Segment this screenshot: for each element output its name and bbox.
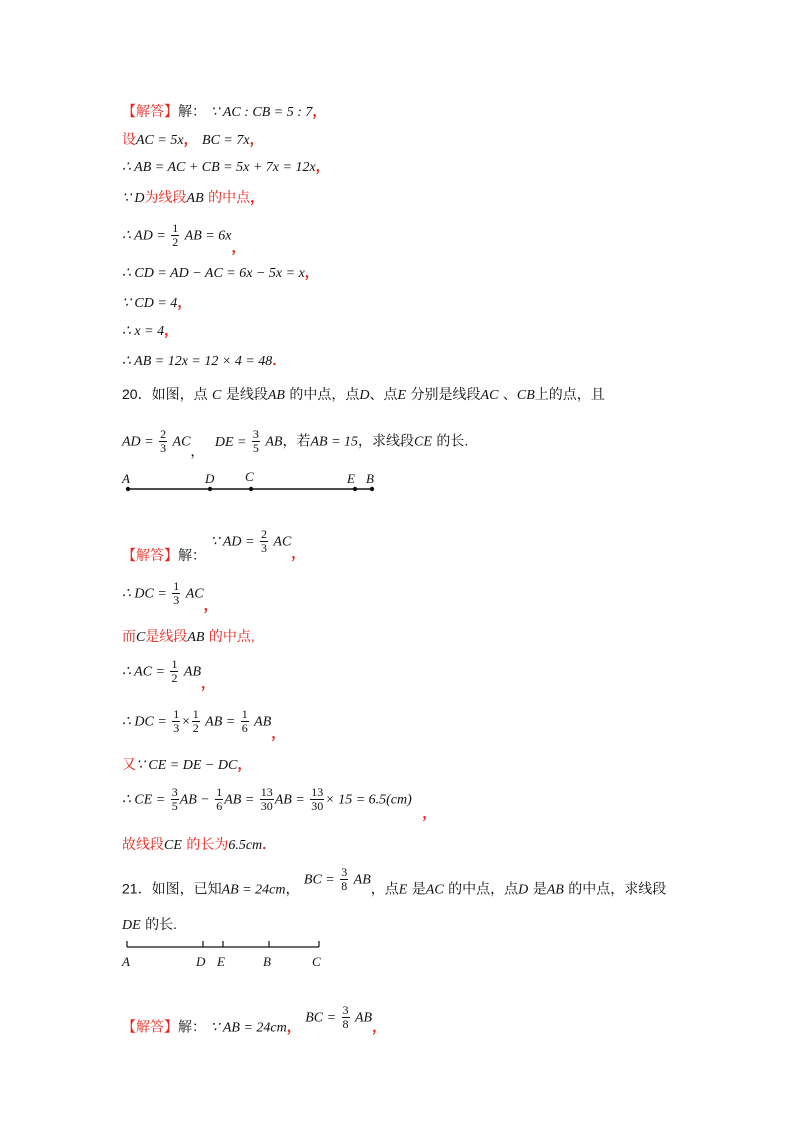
text-fragment: AB − xyxy=(179,792,210,808)
text-fragment: 1 xyxy=(173,579,180,593)
text-fragment: 解： xyxy=(178,546,206,563)
answer-tag: 【解答】 xyxy=(122,546,178,563)
text: 设 xyxy=(122,131,136,147)
text-fragment: ， xyxy=(237,757,252,773)
text-fragment: AB = xyxy=(274,792,305,808)
q20-line-2: AD = $\frac{2}{3}$ AC， DE = $\frac{3}{5}$ AB，若AB = 15，求线段CE 的长. xyxy=(122,427,469,459)
text-fragment: ， xyxy=(203,597,218,614)
text-fragment: 2 xyxy=(171,671,178,685)
text-fragment: 3 xyxy=(342,1003,349,1017)
text-fragment: ． xyxy=(262,837,277,853)
text-fragment: 13 xyxy=(311,785,324,799)
text-fragment: 又 xyxy=(122,756,136,772)
text-fragment: 是 xyxy=(411,880,426,897)
text-fragment: 1 xyxy=(171,657,178,671)
text-fragment: ，求线段 xyxy=(358,432,415,449)
text-fragment: 3 xyxy=(252,427,259,441)
equation: ∵ D xyxy=(122,191,145,206)
text-fragment: 1 xyxy=(192,707,199,721)
text-fragment: AB xyxy=(254,714,272,730)
text-fragment: 如图，已知 xyxy=(151,880,222,897)
text-fragment: ∴ DC = xyxy=(122,586,167,602)
text-fragment: E xyxy=(397,388,407,403)
text-fragment: 的中点，点 xyxy=(289,386,360,402)
text-fragment: ， xyxy=(201,675,216,692)
text-fragment: 30 xyxy=(260,799,273,813)
text-fragment: 5 xyxy=(171,799,178,813)
period: ． xyxy=(272,353,287,369)
text-fragment: 8 xyxy=(341,879,348,893)
comma: ， xyxy=(249,132,264,148)
text-fragment: 的长. xyxy=(436,432,469,449)
text-fragment: 是 xyxy=(532,880,547,897)
comma: ， xyxy=(183,132,198,148)
text-fragment: AC xyxy=(273,534,292,550)
text-fragment: 2 xyxy=(192,721,199,735)
text-fragment: AB = 24cm xyxy=(221,882,286,898)
text-fragment: C xyxy=(212,388,222,403)
sol21-line-1 xyxy=(122,1003,387,1041)
text-fragment: C xyxy=(136,630,146,645)
comma: ， xyxy=(250,190,265,206)
text-fragment: BC = xyxy=(305,1010,337,1026)
equation: ∵ AC : CB = 5 : 7 xyxy=(210,105,313,120)
text-fragment: 2 xyxy=(260,527,267,541)
text-fragment: E xyxy=(398,882,408,898)
comma: ， xyxy=(304,265,319,281)
comma: ， xyxy=(315,159,330,175)
text-fragment: 1 xyxy=(241,707,248,721)
text-fragment: BC = xyxy=(303,872,335,888)
text-fragment: AB = xyxy=(205,714,236,730)
text-fragment: 故线段 xyxy=(122,836,164,852)
point-label: B xyxy=(366,471,374,486)
text-fragment: 上的点，且 xyxy=(534,386,605,402)
text-fragment: ∵ CE = DE − DC xyxy=(136,758,238,773)
text-fragment: 的长为 xyxy=(186,836,229,852)
equation: ∴ AB = AC + CB = 5x + 7x = 12x xyxy=(122,160,316,175)
jie-label: 解： xyxy=(178,103,206,119)
text-fragment: 是线段 xyxy=(225,386,268,402)
text-fragment: AB xyxy=(546,882,564,898)
text-fragment: 、 xyxy=(502,386,517,402)
text-fragment: AC xyxy=(172,434,191,450)
text-fragment: 分别是线段 xyxy=(410,386,481,402)
question-number: 20． xyxy=(122,386,152,402)
equation: BC = 7x xyxy=(202,133,250,148)
text-fragment: 5 xyxy=(252,441,259,455)
text-fragment: 3 xyxy=(260,541,267,555)
text-fragment: AB xyxy=(354,1010,373,1026)
text-fragment: 而 xyxy=(122,628,136,644)
text-fragment: ∵ AD = xyxy=(210,534,255,550)
text-fragment: AC xyxy=(480,388,499,403)
question-number: 21． xyxy=(122,880,152,897)
text-fragment: 8 xyxy=(342,1017,349,1031)
text-fragment: DE = xyxy=(214,434,247,450)
comma: ， xyxy=(312,104,327,120)
point-label: C xyxy=(312,954,321,969)
text-fragment: × xyxy=(181,714,191,730)
text-fragment: 2 xyxy=(160,427,167,441)
text-fragment: AB = 15 xyxy=(310,434,359,450)
text-fragment: CE xyxy=(164,838,182,853)
text-fragment: 1 xyxy=(172,221,179,235)
text-fragment: AC xyxy=(425,882,444,898)
text-fragment: × 15 = 6.5(cm) xyxy=(325,792,412,808)
text-fragment: DE xyxy=(122,918,141,933)
point-label: B xyxy=(263,954,271,969)
text-fragment: 是线段 xyxy=(145,628,188,644)
equation: ∴ AB = 12x = 12 × 4 = 48 xyxy=(122,354,273,369)
equation: ∴ AD = xyxy=(122,228,166,244)
text-fragment: 3 xyxy=(173,593,180,607)
point-label: A xyxy=(122,954,130,969)
text-fragment: ， xyxy=(372,1019,387,1036)
text-fragment: ∴ AC = xyxy=(122,664,165,680)
equation: AC = 5x xyxy=(136,133,184,148)
text-fragment: AC xyxy=(185,586,204,602)
text-fragment: 、点 xyxy=(369,386,398,402)
comma: ， xyxy=(164,323,179,339)
text-fragment: 13 xyxy=(260,785,273,799)
point-label: D xyxy=(205,471,215,486)
text-fragment: 3 xyxy=(341,865,348,879)
text-fragment: 3 xyxy=(171,785,178,799)
text-fragment: ∵ AB = 24cm xyxy=(210,1020,287,1036)
text-fragment: AB xyxy=(265,434,283,450)
text-fragment: ∴ DC = xyxy=(122,714,167,730)
text-fragment: D xyxy=(359,388,370,403)
text-fragment: AB xyxy=(183,664,202,680)
equation: ∴ x = 4 xyxy=(122,324,165,339)
text-fragment: ， xyxy=(422,805,437,822)
point-label: D xyxy=(196,954,206,969)
text-fragment: ，点 xyxy=(370,880,399,897)
text-fragment: 的中点，求线段 xyxy=(568,880,667,897)
answer-tag: 【解答】 xyxy=(122,1018,178,1035)
text-fragment: ， xyxy=(291,545,306,562)
text-fragment: 如图，点 xyxy=(151,386,208,402)
segment-label: AB xyxy=(186,191,204,206)
equation: ∵ CD = 4 xyxy=(122,296,178,311)
text-fragment: AB xyxy=(267,388,285,403)
text-fragment: 的长. xyxy=(145,916,178,932)
point-label: E xyxy=(217,954,225,969)
text-fragment: 的中点，点 xyxy=(448,880,519,897)
text-fragment: AB = xyxy=(224,792,255,808)
text-fragment: 3 xyxy=(173,721,180,735)
text-fragment: ，若 xyxy=(282,432,311,449)
text-fragment: ， xyxy=(285,880,300,897)
text-fragment: 的中点, xyxy=(208,628,255,644)
text-fragment: AB xyxy=(187,630,205,645)
point-label: E xyxy=(347,471,355,486)
text-fragment: AB xyxy=(353,872,371,888)
text-fragment: ∴ CE = xyxy=(122,792,166,808)
text-fragment: 6 xyxy=(241,721,248,735)
text: 的中点 xyxy=(208,189,251,205)
equation: ∴ CD = AD − AC = 6x − 5x = x xyxy=(122,266,305,281)
text-fragment: 30 xyxy=(311,799,324,813)
point-label: A xyxy=(122,471,130,486)
text-fragment: ， xyxy=(286,1019,301,1036)
text-fragment: 3 xyxy=(160,441,167,455)
point-label: C xyxy=(245,469,254,484)
text: 为线段 xyxy=(144,189,187,205)
fraction xyxy=(342,1004,350,1031)
comma: ， xyxy=(231,239,246,256)
text-fragment: 1 xyxy=(173,707,180,721)
text-fragment: 2 xyxy=(172,235,179,249)
text-fragment: 6.5cm xyxy=(228,838,263,853)
answer-tag: 【解答】 xyxy=(122,103,178,119)
text-fragment: 解： xyxy=(178,1018,206,1035)
comma: ， xyxy=(177,295,192,311)
text-fragment: ， xyxy=(271,725,286,742)
text-fragment: AD = xyxy=(122,434,154,450)
text-fragment: CE xyxy=(414,434,432,450)
text-fragment: 1 xyxy=(216,785,223,799)
equation: AB = 6x xyxy=(184,228,232,244)
text-fragment: 6 xyxy=(216,799,223,813)
text-fragment: CB xyxy=(516,388,535,403)
text-fragment: D xyxy=(518,882,529,898)
